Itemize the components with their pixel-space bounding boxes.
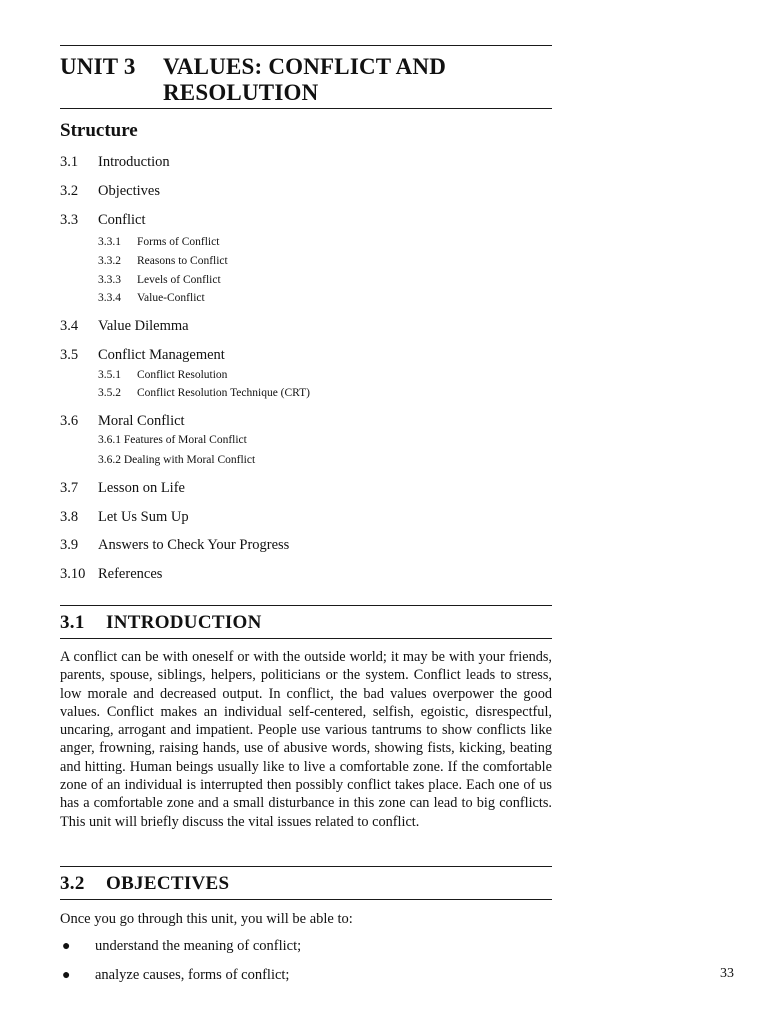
toc-item-number: 3.6 (60, 413, 79, 429)
toc-subitem (98, 235, 219, 250)
toc-item-label: Let Us Sum Up (98, 509, 189, 525)
toc-item (60, 182, 160, 200)
bullet-icon: ● (62, 939, 71, 954)
toc-item (60, 317, 189, 335)
objective-text: analyze causes, forms of conflict; (95, 967, 290, 983)
toc-item-number: 3.1 (60, 154, 79, 170)
page-number: 33 (720, 966, 734, 981)
section-title: INTRODUCTION (106, 612, 262, 633)
toc-subitem (98, 368, 227, 383)
toc-item-number: 3.5 (60, 347, 79, 363)
unit-number: UNIT 3 (60, 54, 136, 79)
unit-title-line-1: VALUES: CONFLICT AND (163, 54, 447, 79)
section-number: 3.2 (60, 873, 85, 894)
toc-subitem (98, 273, 221, 288)
toc-subitem (98, 291, 205, 306)
toc-subitem-label: Conflict Resolution (137, 369, 228, 381)
toc-item (60, 565, 162, 583)
toc-item-number: 3.3 (60, 212, 79, 228)
toc-item-label: Introduction (98, 154, 170, 170)
section-rule (60, 899, 552, 900)
toc-subitem: 3.6.2 Dealing with Moral Conflict (98, 454, 256, 466)
toc-subitem-number: 3.3.4 (98, 292, 121, 304)
section-number: 3.1 (60, 612, 85, 633)
section-heading-objectives (60, 873, 229, 895)
toc-subitem-number: 3.3.3 (98, 274, 121, 286)
toc-item-label: References (98, 566, 163, 582)
introduction-paragraph: A conflict can be with oneself or with the outside world; it may be with your friends, parents, spouse, siblings, helpers, politicians or the system. Conflict leads to stress, low morale and decreased output. In conflict, the bad values overpower the good values. Conflict makes an individual self-centered, selfish, egoistic, disrespectful, uncaring, arrogant and impatient. People use various tantrums to show conflicts like anger, frowning, raising hands, use of abusive words, showing fists, kicking, beating and hitting. Human beings usually like to live a comfortable zone. If the comfortable zone of an individual is interrupted then possibly conflict takes place. Each one of us has a comfortable zone and a small disturbance in this zone can lead to big conflicts. This unit will briefly discuss the vital issues related to conflict. (60, 649, 552, 830)
section-rule (60, 605, 552, 606)
toc-item-number: 3.7 (60, 480, 79, 496)
structure-heading: Structure (60, 120, 138, 141)
toc-item-label: Moral Conflict (98, 413, 185, 429)
objectives-intro: Once you go through this unit, you will be able to: (60, 911, 353, 927)
objective-bullet (62, 938, 301, 955)
toc-subitem-number: 3.5.1 (98, 369, 121, 381)
toc-item (60, 153, 170, 171)
toc-item-label: Conflict (98, 212, 146, 228)
section-rule (60, 638, 552, 639)
toc-item-label: Lesson on Life (98, 480, 185, 496)
toc-item (60, 508, 189, 526)
toc-item-number: 3.10 (60, 566, 86, 582)
bullet-icon: ● (62, 968, 71, 983)
section-title: OBJECTIVES (106, 873, 230, 894)
toc-subitem-label: Forms of Conflict (137, 236, 220, 248)
toc-subitem (98, 386, 310, 401)
top-rule (60, 45, 552, 46)
toc-item (60, 211, 146, 229)
toc-item-label: Value Dilemma (98, 318, 189, 334)
objective-bullet (62, 967, 289, 984)
toc-subitem-label: Conflict Resolution Technique (CRT) (137, 387, 311, 399)
toc-item-number: 3.9 (60, 537, 79, 553)
section-heading-introduction (60, 612, 262, 634)
toc-item-number: 3.2 (60, 183, 79, 199)
unit-header-bottom-rule (60, 108, 552, 109)
toc-subitem-label: Levels of Conflict (137, 274, 221, 286)
toc-item (60, 412, 185, 430)
section-rule (60, 866, 552, 867)
toc-item (60, 346, 225, 364)
toc-item (60, 536, 289, 554)
toc-item-label: Answers to Check Your Progress (98, 537, 290, 553)
toc-subitem-number: 3.3.1 (98, 236, 121, 248)
toc-item-number: 3.4 (60, 318, 79, 334)
unit-title (163, 54, 446, 106)
toc-item-label: Conflict Management (98, 347, 225, 363)
toc-subitem-label: Reasons to Conflict (137, 255, 228, 267)
objective-text: understand the meaning of conflict; (95, 938, 302, 954)
toc-subitem-label: Value-Conflict (137, 292, 205, 304)
toc-item (60, 479, 185, 497)
toc-subitem-number: 3.5.2 (98, 387, 121, 399)
toc-subitem (98, 254, 228, 269)
toc-subitem: 3.6.1 Features of Moral Conflict (98, 434, 247, 446)
toc-item-label: Objectives (98, 183, 161, 199)
unit-title-line-2: RESOLUTION (163, 80, 319, 105)
toc-item-number: 3.8 (60, 509, 79, 525)
toc-subitem-number: 3.3.2 (98, 255, 121, 267)
